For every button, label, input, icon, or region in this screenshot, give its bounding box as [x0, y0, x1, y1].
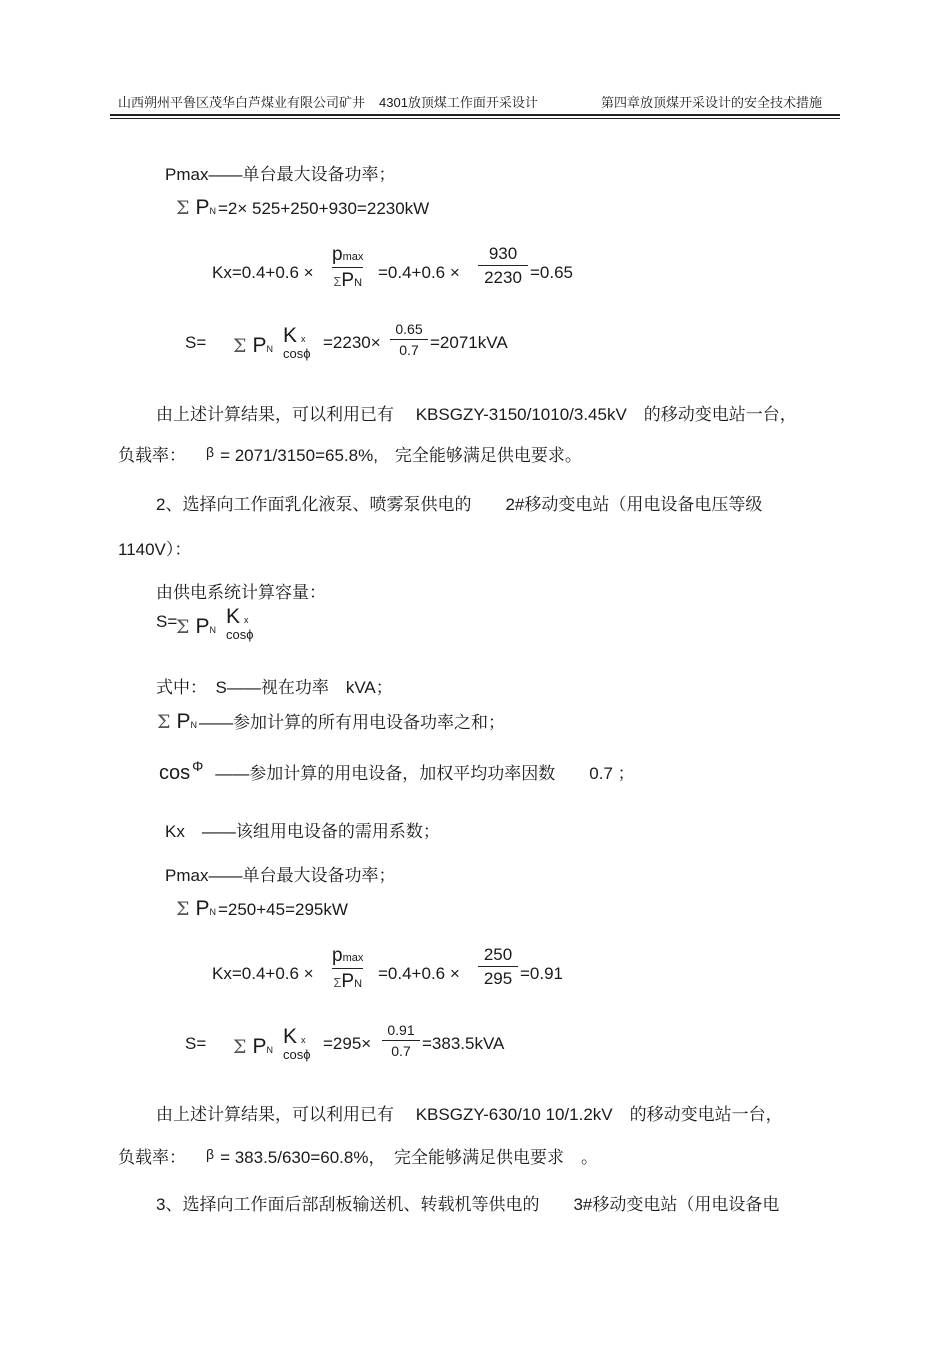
kx-denominator-2: 295: [483, 969, 513, 988]
n-subscript: N: [209, 907, 216, 917]
sigma-symbol: Σ: [176, 898, 190, 920]
def-pmax: Pmax——单台最大设备功率；: [165, 866, 396, 885]
sigma-symbol: Σ: [233, 335, 247, 357]
k-symbol: K: [283, 324, 298, 347]
n-subscript: N: [190, 720, 197, 730]
fraction-bar: [332, 968, 363, 969]
p-lower: p: [332, 945, 343, 966]
sum-result: =2× 525+250+930=2230kW: [217, 199, 430, 218]
s-result: =2071kVA: [430, 333, 508, 352]
s-numerator-2: 0.91: [387, 1022, 415, 1038]
def-kx: Kx ——该组用电设备的需用系数；: [165, 822, 440, 841]
pmax-over-sumpn-fraction: [332, 245, 363, 290]
def-sum-text: ——参加计算的所有用电设备功率之和；: [198, 713, 505, 732]
s-denominator: 0.7: [399, 342, 419, 358]
kx-result: =0.65: [530, 263, 574, 282]
beta-symbol: β: [206, 444, 215, 460]
section-2-heading: 2、选择向工作面乳化液泵、喷雾泵供电的 2#移动变电站（用电设备电压等级: [156, 495, 763, 514]
kx-lhs: Kx=0.4+0.6 ×: [212, 263, 314, 282]
x-subscript: x: [301, 334, 306, 344]
sum-pn-2: [233, 1035, 273, 1059]
n-subscript: N: [266, 1045, 273, 1055]
sigma-symbol: Σ: [233, 1036, 247, 1058]
beta-symbol: β: [206, 1146, 215, 1162]
phi-symbol: Φ: [192, 758, 204, 774]
load-rate-label: 负载率：: [118, 446, 186, 465]
general-sum-pn: [176, 615, 216, 639]
kx-result-2: =0.91: [520, 964, 564, 983]
conclusion-2-line2: [118, 1143, 598, 1168]
p-symbol: P: [176, 710, 191, 733]
cos-label: cos: [283, 346, 304, 361]
x-subscript: x: [244, 615, 249, 625]
sigma-symbol: Σ: [176, 197, 190, 219]
kx-fraction-2: [478, 946, 518, 987]
s-result-2: =383.5kVA: [422, 1034, 505, 1053]
fraction-bar: [478, 966, 518, 967]
phi-symbol: ϕ: [246, 627, 254, 642]
sum-result-2: =250+45=295kW: [217, 900, 348, 919]
s-fraction: [390, 322, 428, 357]
conclusion-1-line2: [118, 441, 582, 466]
fraction-bar: [382, 1040, 420, 1041]
def-sum-pn: [157, 708, 505, 734]
sum-pn-formula: [176, 196, 429, 220]
s-numerator: 0.65: [395, 321, 423, 337]
kx-numerator: 930: [488, 244, 518, 263]
k-symbol: K: [226, 605, 241, 628]
sigma-symbol: Σ: [176, 616, 190, 638]
def-cos: [159, 758, 635, 785]
k-symbol: K: [283, 1025, 298, 1048]
p-symbol: P: [195, 615, 210, 638]
pmax-definition: Pmax——单台最大设备功率；: [165, 165, 396, 184]
s-lhs-2: S=: [185, 1034, 207, 1053]
fraction-bar: [390, 339, 428, 340]
n-subscript: N: [266, 344, 273, 354]
kx-mid-2: =0.4+0.6 ×: [378, 964, 460, 983]
kx-numerator-2: 250: [483, 945, 513, 964]
sigma-symbol: Σ: [333, 975, 342, 990]
sum-pn: [233, 334, 273, 358]
header-rule-thin: [110, 118, 840, 119]
section-2-voltage: 1140V）：: [118, 540, 192, 559]
p-symbol: P: [252, 1035, 267, 1058]
cos-label: cos: [226, 627, 247, 642]
p-symbol: P: [195, 897, 210, 920]
header-chapter: 第四章放顶煤开采设计的安全技术措施: [601, 95, 823, 110]
kx-lhs-2: Kx=0.4+0.6 ×: [212, 964, 314, 983]
sigma-symbol: Σ: [333, 274, 342, 289]
p-symbol: P: [341, 270, 355, 291]
x-subscript: x: [301, 1035, 306, 1045]
general-s-lhs: S=: [156, 612, 178, 631]
max-subscript: max: [342, 952, 364, 964]
header-title: 4301放顶煤工作面开采设计: [379, 95, 538, 110]
p-symbol: P: [195, 196, 210, 219]
phi-symbol: ϕ: [303, 1047, 311, 1062]
kx-fraction: [478, 245, 528, 286]
pmax-over-sumpn-fraction-2: [332, 946, 363, 991]
sigma-symbol: Σ: [157, 711, 171, 733]
s-mid-2: =295×: [323, 1034, 372, 1053]
n-subscript: N: [209, 625, 216, 635]
load-rate-value: = 383.5/630=60.8%， 完全能够满足供电要求 。: [220, 1148, 598, 1167]
p-symbol: P: [252, 334, 267, 357]
p-symbol: P: [341, 971, 355, 992]
load-rate-value: = 2071/3150=65.8%, 完全能够满足供电要求。: [220, 446, 582, 465]
sum-pn-formula-2: [176, 897, 348, 921]
p-lower: p: [332, 244, 343, 265]
s-fraction-2: [382, 1023, 420, 1058]
def-cos-text: ——参加计算的用电设备，加权平均功率因数 0.7 ；: [215, 764, 635, 783]
conclusion-2-line1: 由上述计算结果，可以利用已有 KBSGZY-630/10 10/1.2kV 的移动变电站一台，: [156, 1105, 783, 1124]
n-subscript: N: [354, 978, 363, 990]
header-company: 山西朔州平鲁区茂华白芦煤业有限公司矿井: [118, 95, 366, 110]
kx-over-cos-fraction-2: [283, 1025, 311, 1062]
cos-label: cos: [159, 762, 191, 784]
n-subscript: N: [354, 277, 363, 289]
cos-label: cos: [283, 1047, 304, 1062]
fraction-bar: [478, 265, 528, 266]
s-mid: =2230×: [323, 333, 381, 352]
s-lhs: S=: [185, 333, 207, 352]
n-subscript: N: [209, 206, 216, 216]
load-rate-label: 负载率：: [118, 1148, 186, 1167]
def-s: 式中： S——视在功率 kVA；: [156, 678, 393, 697]
kx-over-cos-fraction: [283, 324, 311, 361]
phi-symbol: ϕ: [303, 346, 311, 361]
fraction-bar: [332, 267, 363, 268]
max-subscript: max: [342, 251, 364, 263]
capacity-intro: 由供电系统计算容量：: [156, 583, 326, 602]
kx-denominator: 2230: [484, 268, 522, 287]
general-kx-over-cos: [226, 605, 254, 642]
section-3-heading: 3、选择向工作面后部刮板输送机、转载机等供电的 3#移动变电站（用电设备电: [156, 1195, 780, 1214]
s-denominator-2: 0.7: [391, 1043, 411, 1059]
conclusion-1-line1: 由上述计算结果，可以利用已有 KBSGZY-3150/1010/3.45kV 的移动变电站一台，: [156, 405, 797, 424]
header-rule-thick: [110, 114, 840, 116]
kx-mid: =0.4+0.6 ×: [378, 263, 460, 282]
